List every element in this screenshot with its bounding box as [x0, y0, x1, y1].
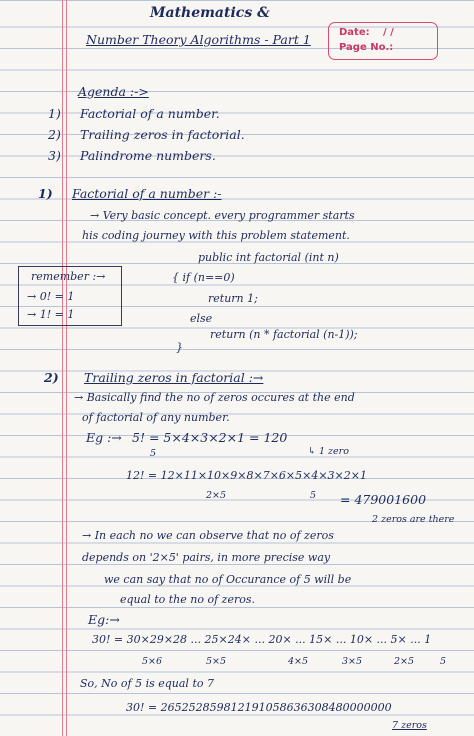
agenda-item-num: 1): [48, 106, 61, 121]
date-label: Date:: [339, 27, 370, 38]
zeros-note: 7 zeros: [392, 720, 427, 731]
section-heading: Factorial of a number :-: [72, 186, 222, 201]
zero-note: ↳ 1 zero: [308, 446, 349, 457]
section-note: → Basically find the no of zeros occures at the end: [74, 391, 355, 404]
example-expression: 30! = 30×29×28 ... 25×24× ... 20× ... 15× ... 10× ... 5× ... 1: [92, 633, 432, 646]
page-title: Mathematics &: [150, 5, 270, 21]
five-mark: 5: [150, 448, 157, 459]
section-note: → Very basic concept. every programmer starts: [90, 209, 355, 222]
example-expression: 5! = 5×4×3×2×1 = 120: [132, 430, 288, 445]
code-line: return (n * factorial (n-1));: [210, 328, 358, 341]
code-line: public int factorial (int n): [198, 251, 339, 264]
factor-mark: 4×5: [288, 656, 309, 667]
observation-line: → In each no we can observe that no of zeros: [82, 529, 334, 542]
code-line: return 1;: [208, 292, 258, 305]
agenda-heading: Agenda :->: [78, 84, 149, 99]
section-heading: Trailing zeros in factorial :→: [84, 370, 264, 385]
count-note: So, No of 5 is equal to 7: [80, 677, 214, 690]
pair-mark: 2×5: [206, 490, 227, 501]
margin-line-left-inner: [66, 0, 67, 736]
example-expression: 12! = 12×11×10×9×8×7×6×5×4×3×2×1: [126, 469, 367, 482]
code-line: }: [176, 341, 183, 354]
observation-line: we can say that no of Occurance of 5 will be: [104, 573, 352, 586]
observation-line: equal to the no of zeros.: [120, 593, 255, 606]
remember-line: → 0! = 1: [27, 290, 75, 303]
five-mark: 5: [310, 490, 317, 501]
section-number: 2): [44, 370, 59, 385]
factor-mark: 5×6: [142, 656, 163, 667]
code-line: { if (n==0): [172, 271, 235, 284]
agenda-item: Factorial of a number.: [80, 106, 220, 121]
agenda-item-num: 2): [48, 127, 61, 142]
example-label: Eg :→: [86, 430, 122, 445]
agenda-item: Palindrome numbers.: [80, 148, 216, 163]
remember-title: remember :→: [31, 270, 106, 283]
example-result: 30! = 265252859812191058636308480000000: [126, 701, 392, 714]
factor-mark: 2×5: [394, 656, 415, 667]
agenda-item-num: 3): [48, 148, 61, 163]
agenda-item: Trailing zeros in factorial.: [80, 127, 245, 142]
section-note: his coding journey with this problem statement.: [82, 229, 350, 242]
page-subtitle: Number Theory Algorithms - Part 1: [86, 32, 311, 47]
remember-line: → 1! = 1: [27, 308, 75, 321]
section-number: 1): [38, 186, 53, 201]
date-box: [328, 22, 438, 60]
section-note: of factorial of any number.: [82, 411, 230, 424]
factor-mark: 5: [440, 656, 447, 667]
code-line: else: [190, 312, 213, 325]
zero-note: 2 zeros are there: [372, 514, 455, 525]
observation-line: depends on '2×5' pairs, in more precise way: [82, 551, 331, 564]
margin-line-left: [62, 0, 63, 736]
date-slashes: / /: [383, 27, 394, 38]
page-number-label: Page No.:: [339, 42, 394, 53]
factor-mark: 5×5: [206, 656, 227, 667]
remember-box: [18, 266, 122, 326]
factor-mark: 3×5: [342, 656, 363, 667]
example-result: = 479001600: [340, 492, 427, 507]
example-label: Eg:→: [88, 612, 120, 627]
